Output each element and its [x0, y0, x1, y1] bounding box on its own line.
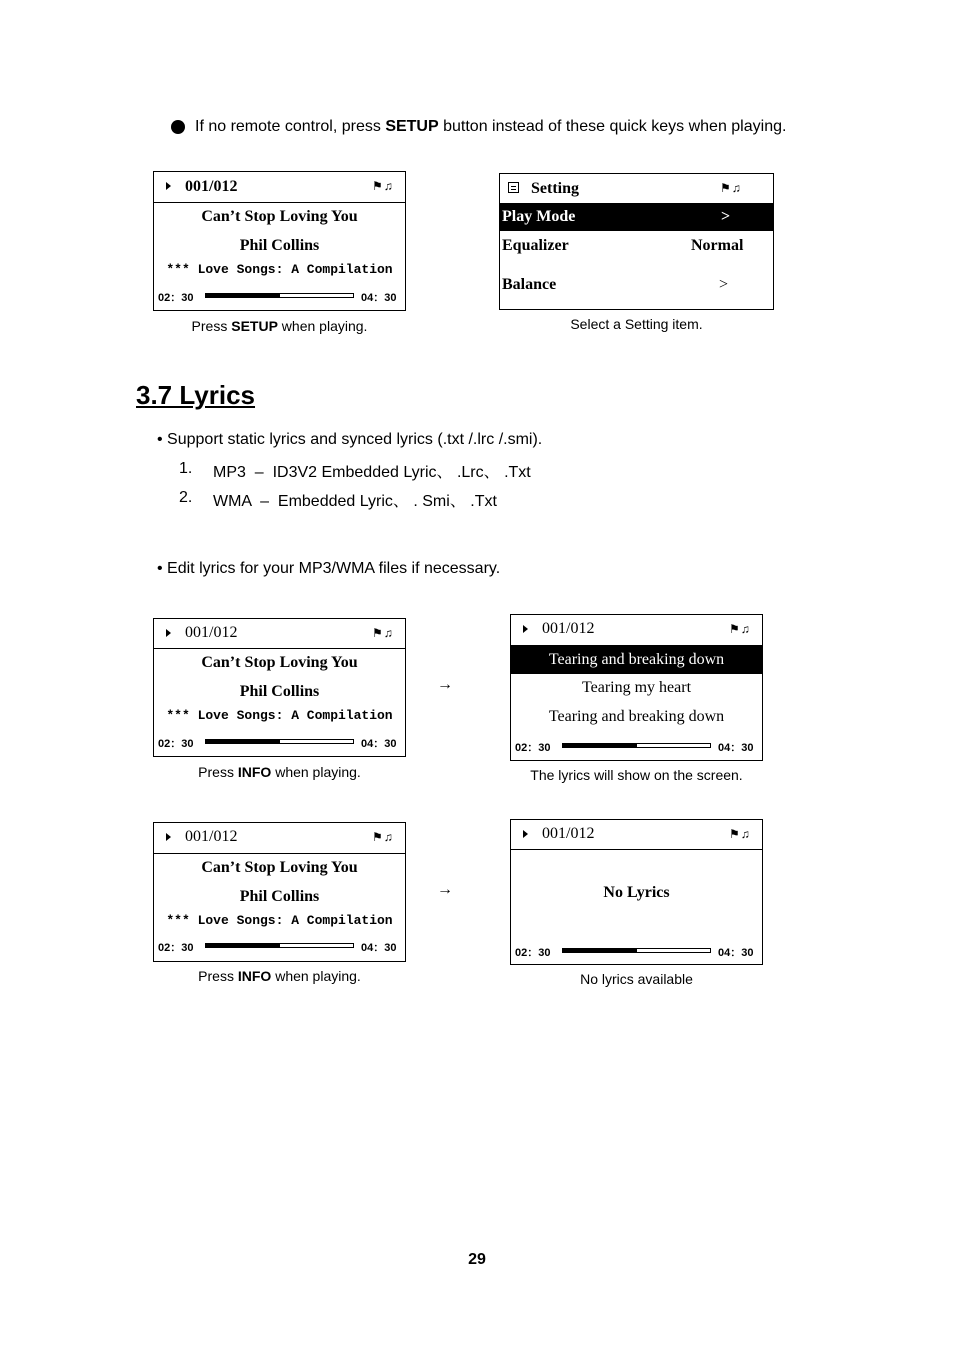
edit-lyrics-bullet: • Edit lyrics for your MP3/WMA files if necessary. [157, 560, 501, 577]
elapsed-time: 02：30 [515, 947, 551, 959]
caption-lyrics-show: The lyrics will show on the screen. [530, 767, 743, 783]
player-header [154, 172, 405, 203]
status-icons: ⚑♫ [372, 179, 394, 193]
status-icons: ⚑♫ [372, 830, 394, 844]
play-icon [166, 629, 171, 637]
total-time: 04：30 [361, 738, 397, 750]
caption-key: SETUP [231, 318, 278, 334]
caption-press-info [153, 764, 406, 780]
status-icons: ⚑♫ [729, 827, 751, 841]
note-key: SETUP [385, 118, 439, 135]
caption-no-lyrics: No lyrics available [580, 971, 693, 987]
caption-text: Press [198, 764, 238, 780]
elapsed-time: 02：30 [158, 942, 194, 954]
play-icon [166, 833, 171, 841]
track-number: 001/012 [542, 825, 595, 842]
arrow-right-icon: → [437, 881, 453, 898]
setting-screen [499, 173, 774, 310]
album-name: *** Love Songs: A Compilation [166, 708, 393, 723]
progress-bar [562, 743, 711, 748]
status-icons: ⚑♫ [372, 626, 394, 640]
list-item-mp3: MP3 – ID3V2 Embedded Lyric、 .Lrc、 .Txt [213, 464, 531, 481]
note-text-pre: If no remote control, press [195, 118, 386, 135]
total-time: 04：30 [361, 942, 397, 954]
setting-row-value: > [721, 208, 731, 225]
track-number: 001/012 [185, 178, 238, 195]
caption-text: Press [191, 318, 232, 334]
player-header [511, 615, 762, 645]
list-item-number: 1. [179, 460, 193, 477]
artist-name: Phil Collins [239, 888, 320, 905]
setting-row-label: Balance [502, 276, 557, 293]
play-icon [523, 830, 528, 838]
progress-fill [206, 740, 280, 743]
progress-fill [206, 294, 280, 297]
elapsed-time: 02：30 [515, 742, 551, 754]
total-time: 04：30 [361, 292, 397, 304]
track-number: 001/012 [185, 624, 238, 641]
caption-select-setting: Select a Setting item. [570, 316, 703, 332]
player-header [154, 619, 405, 649]
progress-bar [205, 943, 354, 948]
progress-bar [205, 739, 354, 744]
album-name: *** Love Songs: A Compilation [166, 913, 393, 928]
page-number: 29 [468, 1251, 486, 1268]
caption-press-info [153, 968, 406, 984]
player-header [511, 820, 762, 850]
caption-press-setup [153, 318, 406, 334]
list-item-wma: WMA – Embedded Lyric、 . Smi、 .Txt [213, 493, 497, 510]
caption-text: when playing. [271, 764, 361, 780]
progress-fill [563, 744, 637, 747]
player-screen-setup [153, 171, 406, 311]
song-title: Can’t Stop Loving You [201, 208, 358, 225]
no-lyrics-message: No Lyrics [603, 884, 670, 901]
progress-bar [562, 948, 711, 953]
lyrics-screen [510, 614, 763, 761]
progress-fill [206, 944, 280, 947]
setup-note [195, 118, 786, 136]
status-icons: ⚑♫ [729, 622, 751, 636]
total-time: 04：30 [718, 947, 754, 959]
artist-name: Phil Collins [239, 683, 320, 700]
total-time: 04：30 [718, 742, 754, 754]
setting-row-label: Equalizer [502, 237, 569, 254]
arrow-right-icon: → [437, 676, 453, 693]
note-bullet-icon [171, 120, 185, 134]
player-screen-info-2 [153, 822, 406, 962]
status-icons: ⚑♫ [720, 181, 742, 195]
setting-row-value: Normal [691, 237, 744, 254]
setting-row-balance[interactable] [500, 271, 773, 299]
setting-row-value: > [719, 276, 729, 293]
elapsed-time: 02：30 [158, 292, 194, 304]
play-icon [166, 182, 171, 190]
track-number: 001/012 [542, 620, 595, 637]
song-title: Can’t Stop Loving You [201, 859, 358, 876]
caption-key: INFO [237, 764, 272, 780]
caption-text: when playing. [277, 318, 368, 334]
lyric-line: Tearing my heart [581, 679, 692, 696]
list-item-number: 2. [179, 489, 193, 506]
caption-text: Press [198, 968, 238, 984]
caption-text: when playing. [271, 968, 361, 984]
setting-menu-icon [508, 182, 519, 193]
setting-header [500, 174, 773, 203]
section-title: 3.7 Lyrics [136, 380, 256, 410]
song-title: Can’t Stop Loving You [201, 654, 358, 671]
no-lyrics-screen [510, 819, 763, 965]
setting-row-play-mode[interactable] [500, 203, 773, 231]
note-text-post: button instead of these quick keys when playing. [438, 118, 787, 135]
track-number: 001/012 [185, 828, 238, 845]
player-header [154, 823, 405, 854]
progress-bar [205, 293, 354, 298]
setting-title: Setting [531, 180, 579, 197]
artist-name: Phil Collins [239, 237, 320, 254]
lyric-line-current: Tearing and breaking down [511, 645, 762, 674]
caption-key: INFO [237, 968, 272, 984]
progress-fill [563, 949, 637, 952]
elapsed-time: 02：30 [158, 738, 194, 750]
support-bullet: • Support static lyrics and synced lyrics (.txt /.lrc /.smi). [157, 431, 543, 448]
setting-row-label: Play Mode [502, 208, 576, 225]
album-name: *** Love Songs: A Compilation [166, 262, 393, 277]
play-icon [523, 625, 528, 633]
lyric-line: Tearing and breaking down [548, 708, 725, 725]
setting-row-equalizer[interactable] [500, 232, 773, 260]
player-screen-info-1 [153, 618, 406, 757]
